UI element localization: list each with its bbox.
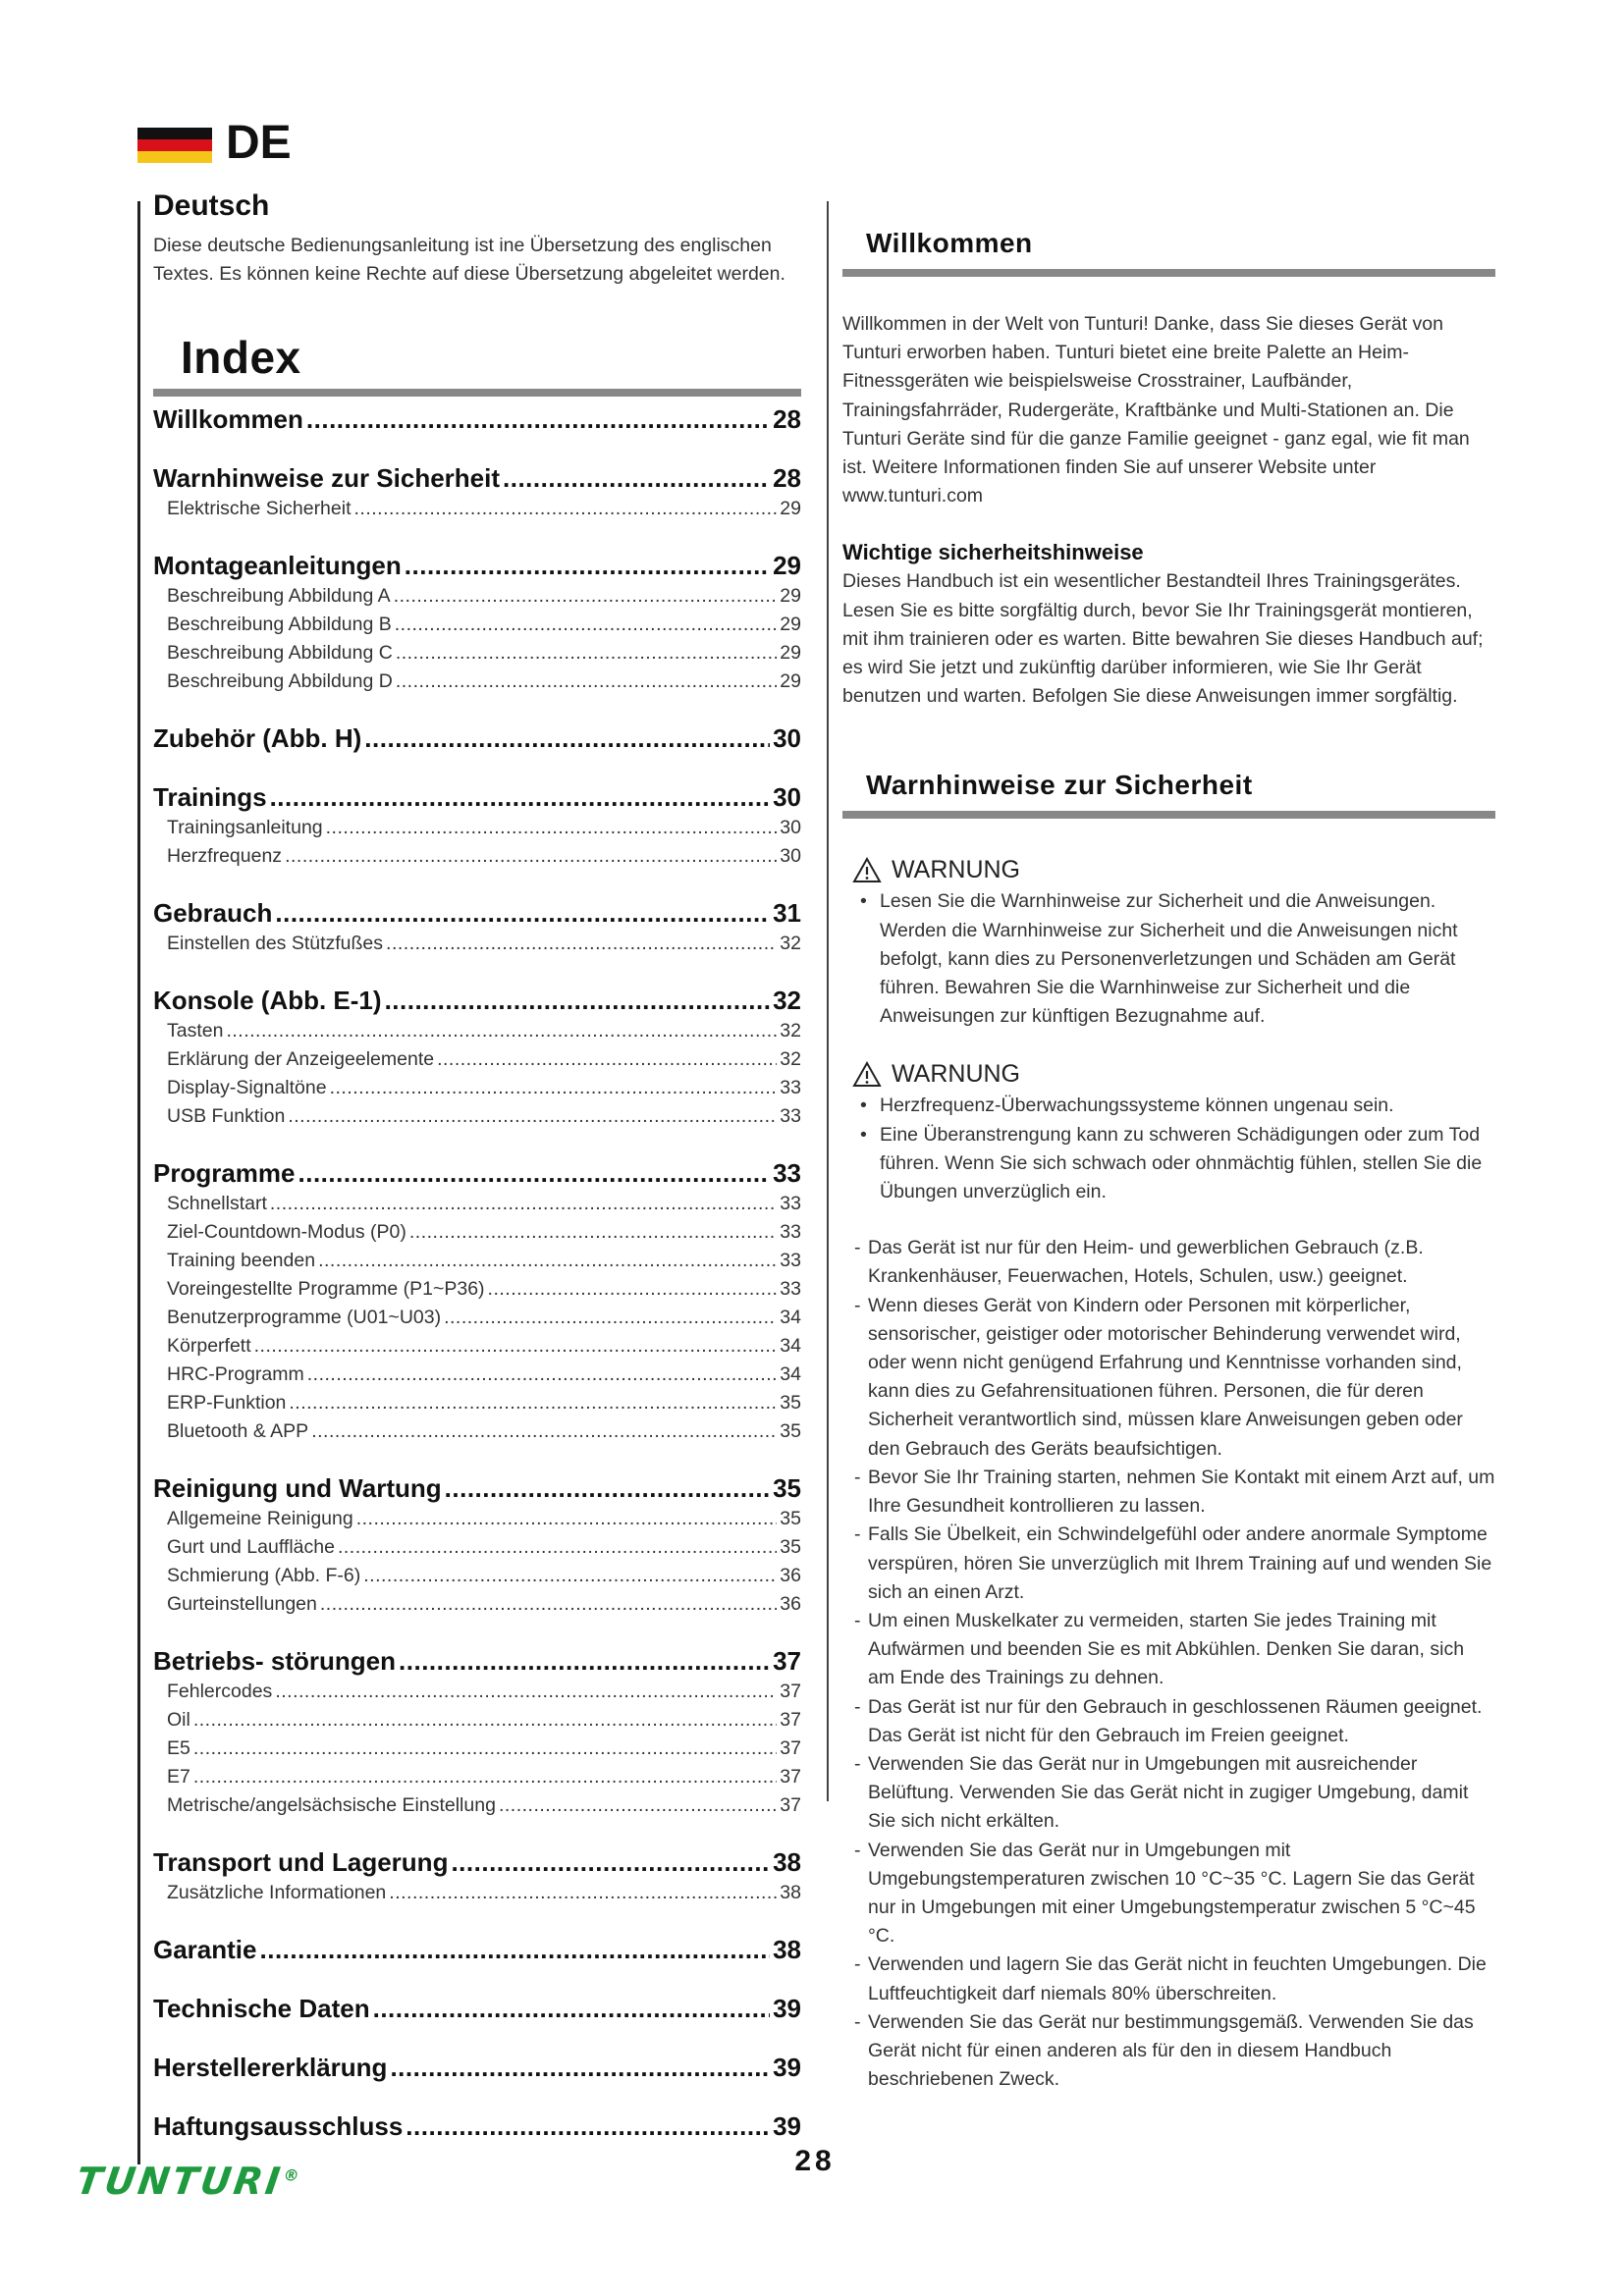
toc-leader <box>260 1933 771 1966</box>
toc-subentry-page: 33 <box>780 1105 801 1127</box>
warning-list-2 <box>842 1092 1495 1206</box>
toc-entry-label: Warnhinweise zur Sicherheit <box>153 463 501 493</box>
toc-subentry[interactable] <box>153 1389 801 1417</box>
welcome-paragraph: Willkommen in der Welt von Tunturi! Danke, dass Sie dieses Gerät von Tunturi erworben haben. Tunturi bietet eine breite Palette an Heim-Fitnessgeräten wie beispielsweise Crosstrainer, Laufbänder, Trainingsfahrräder, Rudergeräte, Kraftbänke und Multi-Stationen an. Die Tunturi Geräte sind für die ganze Familie geeignet - ganz egal, wie fit man ist. Weitere Informationen finden Sie auf unserer Website unter www.tunturi.com <box>842 313 1470 507</box>
toc-subentry-page: 32 <box>780 1020 801 1041</box>
toc-subentry-page: 37 <box>780 1737 801 1759</box>
toc-entry-page: 32 <box>773 986 801 1015</box>
toc-subentry-label: Bluetooth & APP <box>167 1420 309 1442</box>
toc-entry[interactable] <box>153 1156 801 1190</box>
toc-entry-label: Montageanleitungen <box>153 551 402 580</box>
toc-entry-page: 30 <box>773 782 801 812</box>
toc-entry-page: 37 <box>773 1646 801 1676</box>
toc-entry-label: Willkommen <box>153 404 303 434</box>
warning-header-1 <box>852 854 1495 885</box>
important-heading: Wichtige sicherheitshinweise <box>842 540 1144 565</box>
toc-leader <box>395 611 778 639</box>
intro-title: Deutsch <box>153 189 270 222</box>
toc-group <box>153 1644 801 1820</box>
list-item: • Herzfrequenz-Überwachungssysteme können ungenau sein. <box>880 1092 1495 1120</box>
toc-subentry-page: 32 <box>780 933 801 954</box>
toc-subentry-page: 37 <box>780 1681 801 1702</box>
toc-subentry-label: Voreingestellte Programme (P1~P36) <box>167 1278 485 1300</box>
toc-subentry-label: Elektrische Sicherheit <box>167 498 352 519</box>
left-margin-rule <box>137 201 140 2164</box>
toc-subentry-page: 32 <box>780 1048 801 1070</box>
toc-subentry-page: 36 <box>780 1565 801 1586</box>
warning-header-2 <box>852 1058 1495 1090</box>
toc-entry-page: 33 <box>773 1158 801 1188</box>
toc-leader <box>270 1190 777 1218</box>
toc-subentry-page: 35 <box>780 1420 801 1442</box>
toc-subentry-page: 29 <box>780 614 801 635</box>
toc-subentry-page: 35 <box>780 1508 801 1529</box>
warning-label-2: WARNUNG <box>892 1060 1021 1089</box>
toc-leader <box>338 1533 777 1562</box>
toc-subentry[interactable] <box>153 1562 801 1590</box>
toc-leader <box>451 1845 770 1879</box>
important-paragraph: Dieses Handbuch ist ein wesentlicher Bestandteil Ihres Trainingsgerätes. Lesen Sie es bitte sorgfältig durch, bevor Sie Ihr Trainingsgerät montieren, mit ihm trainieren oder es warten. Bitte bewahren Sie dieses Handbuch auf; es wird Sie jetzt und zukünftig darüber informieren, wie Sie Ihr Gerät benutzen und warten. Befolgen Sie diese Anweisungen immer sorgfältig. <box>842 570 1484 708</box>
list-item: • Eine Überanstrengung kann zu schweren Schädigungen oder zum Tod führen. Wenn Sie sich schwach oder ohnmächtig fühlen, stellen Sie die Übungen unverzüglich ein. <box>880 1121 1495 1207</box>
toc-leader <box>288 1102 777 1131</box>
toc-leader <box>193 1706 777 1735</box>
german-flag-icon <box>137 128 212 163</box>
toc-subentry-label: Beschreibung Abbildung B <box>167 614 392 635</box>
toc-subentry-label: Training beenden <box>167 1250 316 1271</box>
right-column <box>842 226 1495 2094</box>
toc-subentry[interactable] <box>153 1706 801 1735</box>
toc-group <box>153 2109 801 2143</box>
toc-leader <box>285 842 777 871</box>
list-item: - Verwenden und lagern Sie das Gerät nicht in feuchten Umgebungen. Die Luftfeuchtigkeit darf niemals 80% überschreiten. <box>868 1950 1495 2007</box>
toc-subentry[interactable] <box>153 814 801 842</box>
toc-subentry-label: Schmierung (Abb. F-6) <box>167 1565 361 1586</box>
toc-leader <box>226 1017 777 1045</box>
toc-entry-page: 28 <box>773 404 801 434</box>
list-item: - Verwenden Sie das Gerät nur in Umgebungen mit Umgebungstemperaturen zwischen 10 °C~35 °C. Lagern Sie das Gerät nur in Umgebungen mit einer Umgebungstemperatur zwischen 5 °C~45 °C. <box>868 1837 1495 1951</box>
toc-subentry-page: 35 <box>780 1536 801 1558</box>
index-heading: Index <box>181 332 301 383</box>
toc-subentry-label: Erklärung der Anzeigeelemente <box>167 1048 435 1070</box>
toc-entry-label: Reinigung und Wartung <box>153 1473 442 1503</box>
warning-triangle-icon <box>852 1061 882 1088</box>
toc-leader <box>254 1332 778 1361</box>
toc-subentry-page: 34 <box>780 1307 801 1328</box>
toc-subentry-label: Allgemeine Reinigung <box>167 1508 353 1529</box>
toc-subentry[interactable] <box>153 1304 801 1332</box>
toc-subentry-page: 29 <box>780 670 801 692</box>
toc-group <box>153 1845 801 1907</box>
toc-leader <box>385 984 771 1017</box>
toc-leader <box>386 930 777 958</box>
toc-entry-label: Haftungsausschluss <box>153 2111 404 2141</box>
toc-entry-label: Konsole (Abb. E-1) <box>153 986 382 1015</box>
toc-subentry[interactable] <box>153 1074 801 1102</box>
toc-entry-page: 29 <box>773 551 801 580</box>
toc-subentry-label: Benutzerprogramme (U01~U03) <box>167 1307 442 1328</box>
toc-group <box>153 549 801 696</box>
column-divider <box>827 201 829 1801</box>
toc-subentry[interactable] <box>153 582 801 611</box>
toc-entry-page: 35 <box>773 1473 801 1503</box>
toc-subentry-page: 38 <box>780 1882 801 1903</box>
toc-subentry[interactable] <box>153 1763 801 1791</box>
toc-entry[interactable] <box>153 1933 801 1966</box>
toc-subentry[interactable] <box>153 639 801 667</box>
toc-leader <box>488 1275 778 1304</box>
toc-entry-page: 39 <box>773 2053 801 2082</box>
toc-subentry-page: 33 <box>780 1221 801 1243</box>
toc-leader <box>320 1590 777 1619</box>
toc-leader <box>444 1304 777 1332</box>
toc-subentry[interactable] <box>153 1045 801 1074</box>
toc-subentry-page: 35 <box>780 1392 801 1414</box>
list-item: - Falls Sie Übelkeit, ein Schwindelgefühl oder andere anormale Symptome verspüren, hören Sie unverzüglich mit Ihrem Training auf und wenden Sie sich an einen Arzt. <box>868 1521 1495 1607</box>
safety-heading: Warnhinweise zur Sicherheit <box>866 770 1253 801</box>
toc-subentry[interactable] <box>153 1505 801 1533</box>
toc-subentry-label: Fehlercodes <box>167 1681 273 1702</box>
toc-group <box>153 1471 801 1619</box>
toc-group <box>153 461 801 523</box>
toc-leader <box>389 1879 777 1907</box>
toc-leader <box>399 1644 770 1678</box>
toc-entry[interactable] <box>153 461 801 495</box>
toc-subentry[interactable] <box>153 1332 801 1361</box>
toc-leader <box>396 667 777 696</box>
toc-subentry[interactable] <box>153 1590 801 1619</box>
toc-leader <box>503 461 770 495</box>
list-item: - Verwenden Sie das Gerät nur in Umgebungen mit ausreichender Belüftung. Verwenden Sie das Gerät nicht in zugiger Umgebung, damit Sie sich nicht erkälten. <box>868 1750 1495 1837</box>
welcome-heading: Willkommen <box>866 228 1033 258</box>
toc-subentry-page: 30 <box>780 845 801 867</box>
list-item: - Das Gerät ist nur für den Gebrauch in geschlossenen Räumen geeignet. Das Gerät ist nicht für den Gebrauch im Freien geeignet. <box>868 1693 1495 1750</box>
toc-leader <box>306 402 770 436</box>
list-item: - Verwenden Sie das Gerät nur bestimmungsgemäß. Verwenden Sie das Gerät nicht für einen anderen als für den in diesem Handbuch beschriebenen Zweck. <box>868 2008 1495 2095</box>
toc-subentry-label: HRC-Programm <box>167 1363 304 1385</box>
toc-subentry-label: Tasten <box>167 1020 224 1041</box>
toc-subentry-page: 37 <box>780 1709 801 1731</box>
toc-leader <box>356 1505 778 1533</box>
index-rule <box>153 389 801 397</box>
toc-subentry-label: USB Funktion <box>167 1105 286 1127</box>
toc-subentry-page: 30 <box>780 817 801 838</box>
toc-leader <box>499 1791 777 1820</box>
toc-entry-page: 38 <box>773 1847 801 1877</box>
toc-entry[interactable] <box>153 1845 801 1879</box>
toc-subentry-page: 33 <box>780 1193 801 1214</box>
toc-leader <box>445 1471 770 1505</box>
toc-leader <box>396 639 777 667</box>
toc-subentry[interactable] <box>153 1275 801 1304</box>
toc-group <box>153 721 801 755</box>
toc-leader <box>406 2109 770 2143</box>
toc-subentry-label: Beschreibung Abbildung D <box>167 670 393 692</box>
toc-group <box>153 1992 801 2025</box>
warning-label-1: WARNUNG <box>892 856 1021 884</box>
toc-group <box>153 984 801 1131</box>
toc-leader <box>193 1735 777 1763</box>
toc-subentry-page: 29 <box>780 642 801 664</box>
toc-subentry-label: ERP-Funktion <box>167 1392 287 1414</box>
toc-subentry-label: Schnellstart <box>167 1193 267 1214</box>
toc-leader <box>275 896 770 930</box>
toc-subentry-label: Herzfrequenz <box>167 845 283 867</box>
toc-subentry-page: 33 <box>780 1077 801 1098</box>
toc-subentry[interactable] <box>153 1735 801 1763</box>
toc-leader <box>437 1045 777 1074</box>
toc-leader <box>405 549 770 582</box>
toc-entry-page: 39 <box>773 2111 801 2141</box>
toc-leader <box>363 1562 777 1590</box>
warning-list-1 <box>842 887 1495 1031</box>
toc-leader <box>270 780 771 814</box>
toc-entry[interactable] <box>153 549 801 582</box>
list-item: - Das Gerät ist nur für den Heim- und gewerblichen Gebrauch (z.B. Krankenhäuser, Feuerwachen, Hotels, Schulen, usw.) geeignet. <box>868 1234 1495 1291</box>
toc-entry-page: 38 <box>773 1935 801 1964</box>
toc-subentry-page: 29 <box>780 498 801 519</box>
flag-stripe-red <box>137 139 212 151</box>
toc-entry[interactable] <box>153 780 801 814</box>
toc-subentry-page: 33 <box>780 1250 801 1271</box>
toc-leader <box>390 2051 770 2084</box>
toc-subentry-label: Metrische/angelsächsische Einstellung <box>167 1794 496 1816</box>
toc-entry-label: Betriebs- störungen <box>153 1646 397 1676</box>
toc-entry[interactable] <box>153 896 801 930</box>
toc-entry-label: Herstellererklärung <box>153 2053 388 2082</box>
toc-entry-label: Programme <box>153 1158 296 1188</box>
page-number: 28 <box>794 2145 836 2177</box>
safety-rules-list <box>842 1234 1495 2094</box>
toc-group <box>153 2051 801 2084</box>
toc-leader <box>354 495 778 523</box>
toc-group <box>153 780 801 871</box>
toc-leader <box>409 1218 777 1247</box>
toc-subentry-label: Trainingsanleitung <box>167 817 323 838</box>
toc-leader <box>193 1763 777 1791</box>
toc-subentry-label: Oil <box>167 1709 190 1731</box>
toc-entry[interactable] <box>153 984 801 1017</box>
toc-entry[interactable] <box>153 2051 801 2084</box>
toc-leader <box>275 1678 777 1706</box>
toc-leader <box>298 1156 771 1190</box>
toc-entry-page: 30 <box>773 723 801 753</box>
toc-entry-page: 31 <box>773 898 801 928</box>
toc-leader <box>289 1389 777 1417</box>
toc-leader <box>330 1074 778 1102</box>
flag-stripe-black <box>137 128 212 139</box>
toc-subentry-label: Ziel-Countdown-Modus (P0) <box>167 1221 406 1243</box>
toc-leader <box>394 582 778 611</box>
toc-subentry[interactable] <box>153 1533 801 1562</box>
toc-subentry-page: 37 <box>780 1794 801 1816</box>
toc-entry-page: 28 <box>773 463 801 493</box>
toc-subentry-page: 29 <box>780 585 801 607</box>
toc-subentry-label: Beschreibung Abbildung C <box>167 642 393 664</box>
language-code: DE <box>226 117 292 169</box>
toc-entry[interactable] <box>153 2109 801 2143</box>
toc-subentry[interactable] <box>153 495 801 523</box>
toc-subentry[interactable] <box>153 930 801 958</box>
toc-subentry[interactable] <box>153 1791 801 1820</box>
toc-leader <box>311 1417 777 1446</box>
toc-entry-label: Technische Daten <box>153 1994 370 2023</box>
toc-leader <box>373 1992 770 2025</box>
left-column <box>153 187 801 2168</box>
toc-group <box>153 1156 801 1446</box>
toc-subentry-label: Körperfett <box>167 1335 251 1357</box>
toc-subentry[interactable] <box>153 1190 801 1218</box>
list-item: - Um einen Muskelkater zu vermeiden, starten Sie jedes Training mit Aufwärmen und beenden Sie es mit Abkühlen. Denken Sie daran, sich am Ende des Trainings zu dehnen. <box>868 1607 1495 1693</box>
toc-subentry-label: E5 <box>167 1737 190 1759</box>
toc-subentry[interactable] <box>153 667 801 696</box>
welcome-rule <box>842 269 1495 277</box>
toc-entry-label: Trainings <box>153 782 267 812</box>
toc-subentry[interactable] <box>153 1017 801 1045</box>
toc-leader <box>307 1361 778 1389</box>
toc-entry-label: Transport und Lagerung <box>153 1847 449 1877</box>
toc-entry[interactable] <box>153 1471 801 1505</box>
toc-subentry[interactable] <box>153 1247 801 1275</box>
toc-entry[interactable] <box>153 1644 801 1678</box>
toc-subentry-label: E7 <box>167 1766 190 1788</box>
list-item: - Bevor Sie Ihr Training starten, nehmen Sie Kontakt mit einem Arzt auf, um Ihre Gesundheit kontrollieren zu lassen. <box>868 1464 1495 1521</box>
toc-leader <box>326 814 778 842</box>
list-item: - Wenn dieses Gerät von Kindern oder Personen mit körperlicher, sensorischer, geistiger oder motorischer Behinderung verwendet wird, oder wenn nicht genügend Erfahrung und Kenntnisse vorhanden sind, kann dies zu Gefahrensituationen führen. Personen, die für deren Sicherheit verantwortlich sind, müssen klare Anweisungen geben oder den Gebrauch des Geräts beaufsichtigen. <box>868 1292 1495 1464</box>
toc-leader <box>364 721 770 755</box>
toc-subentry-label: Gurt und Lauffläche <box>167 1536 335 1558</box>
toc-entry[interactable] <box>153 721 801 755</box>
toc-subentry-page: 34 <box>780 1363 801 1385</box>
tunturi-logo: TUNTURI® <box>73 2160 303 2203</box>
toc-entry[interactable] <box>153 402 801 436</box>
toc-subentry-label: Gurteinstellungen <box>167 1593 317 1615</box>
toc-subentry-page: 34 <box>780 1335 801 1357</box>
toc-group <box>153 896 801 958</box>
toc-subentry-page: 37 <box>780 1766 801 1788</box>
flag-stripe-gold <box>137 151 212 163</box>
toc-subentry-page: 36 <box>780 1593 801 1615</box>
toc-subentry[interactable] <box>153 1218 801 1247</box>
toc-subentry-page: 33 <box>780 1278 801 1300</box>
toc-group <box>153 1933 801 1966</box>
toc-subentry[interactable] <box>153 1361 801 1389</box>
toc-subentry-label: Einstellen des Stützfußes <box>167 933 384 954</box>
list-item: • Lesen Sie die Warnhinweise zur Sicherheit und die Anweisungen. Werden die Warnhinweise zur Sicherheit und die Anweisungen nicht befolgt, kann dies zu Personenverletzungen und Schäden am Gerät führen. Bewahren Sie die Warnhinweise zur Sicherheit und die Anweisungen zur künftigen Bezugnahme auf. <box>880 887 1495 1031</box>
toc-subentry[interactable] <box>153 1879 801 1907</box>
toc-subentry[interactable] <box>153 611 801 639</box>
toc-subentry[interactable] <box>153 1417 801 1446</box>
toc-subentry-label: Beschreibung Abbildung A <box>167 585 391 607</box>
toc-leader <box>318 1247 777 1275</box>
toc-subentry-label: Zusätzliche Informationen <box>167 1882 387 1903</box>
table-of-contents <box>153 402 801 2143</box>
toc-entry-label: Zubehör (Abb. H) <box>153 723 362 753</box>
toc-group <box>153 402 801 436</box>
toc-entry-label: Gebrauch <box>153 898 273 928</box>
warning-triangle-icon <box>852 857 882 883</box>
toc-subentry[interactable] <box>153 1102 801 1131</box>
toc-entry-page: 39 <box>773 1994 801 2023</box>
toc-entry-label: Garantie <box>153 1935 257 1964</box>
toc-subentry-label: Display-Signaltöne <box>167 1077 327 1098</box>
toc-entry[interactable] <box>153 1992 801 2025</box>
toc-subentry[interactable] <box>153 1678 801 1706</box>
safety-rule <box>842 811 1495 819</box>
intro-text: Diese deutsche Bedienungsanleitung ist ine Übersetzung des englischen Textes. Es können keine Rechte auf diese Übersetzung abgeleitet werden. <box>153 235 785 285</box>
toc-subentry[interactable] <box>153 842 801 871</box>
